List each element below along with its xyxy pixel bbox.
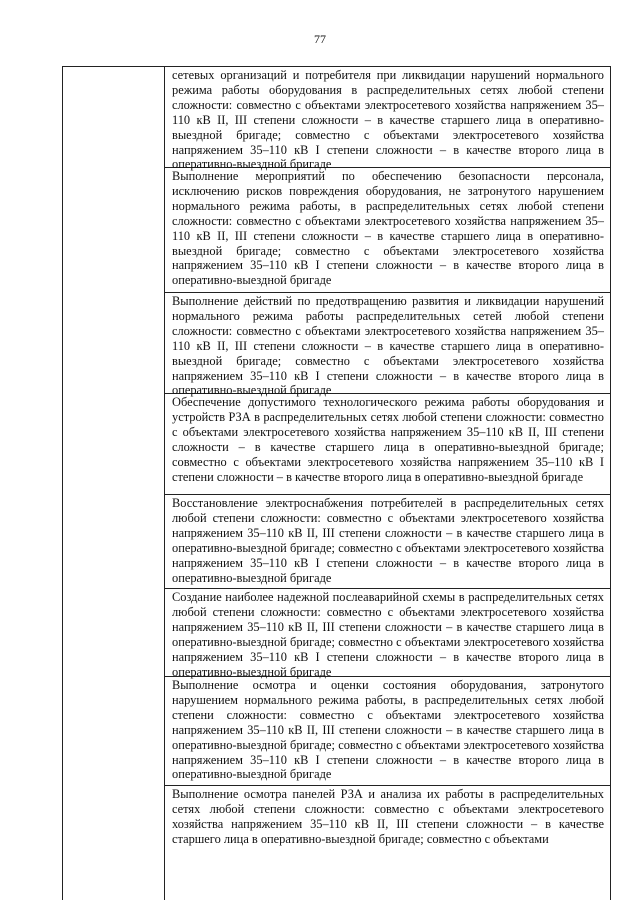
table-cell-action-5: Восстановление электроснабжения потребителей в распределительных сетях любой степени сложности: совместно с объектами электросетевого хозяйства напряжением 35–110 кВ II, III степени сложности – в качестве старшего лица в оперативно-выездной бригаде; совместно с объектами электросетевого хозяйства напряжением 35–110 кВ I степени сложности – в качестве второго лица в оперативно-выездной бригаде bbox=[165, 495, 610, 589]
table-cell-action-3: Выполнение действий по предотвращению развития и ликвидации нарушений нормального режима работы распределительных сетей любой степени сложности: совместно с объектами электросетевого хозяйства напряжением 35–110 кВ II, III степени сложности – в качестве старшего лица в оперативно-выездной бригаде; совместно с объектами электросетевого хозяйства напряжением 35–110 кВ I степени сложности – в качестве второго лица в оперативно-выездной бригаде bbox=[165, 293, 610, 394]
table-cell-action-7: Выполнение осмотра и оценки состояния оборудования, затронутого нарушением нормального режима работы, в распределительных сетях любой степени сложности: совместно с объектами электросетевого хозяйства напряжением 35–110 кВ II, III степени сложности – в качестве старшего лица в оперативно-выездной бригаде; совместно с объектами электросетевого хозяйства напряжением 35–110 кВ I степени сложности – в качестве второго лица в оперативно-выездной бригаде bbox=[165, 677, 610, 786]
page-number: 77 bbox=[314, 32, 326, 46]
actions-column bbox=[165, 67, 610, 868]
labor-functions-table bbox=[62, 66, 611, 900]
table-cell-action-2: Выполнение мероприятий по обеспечению безопасности персонала, исключению рисков повреждения оборудования, не затронутого нарушением нормального режима работы, в распределительных сетях любой степени сложности: совместно с объектами электросетевого хозяйства напряжением 35–110 кВ II, III степени сложности – в качестве старшего лица в оперативно-выездной бригаде; совместно с объектами электросетевого хозяйства напряжением 35–110 кВ I степени сложности – в качестве второго лица в оперативно-выездной бригаде bbox=[165, 168, 610, 293]
table-cell-action-4: Обеспечение допустимого технологического режима работы оборудования и устройств РЗА в распределительных сетях любой степени сложности: совместно с объектами электросетевого хозяйства напряжением 35–110 кВ II, III степени сложности – в качестве старшего лица в оперативно-выездной бригаде; совместно с объектами электросетевого хозяйства напряжением 35–110 кВ I степени сложности – в качестве второго лица в оперативно-выездной бригаде bbox=[165, 394, 610, 495]
table-cell-action-6: Создание наиболее надежной послеаварийной схемы в распределительных сетях любой степени сложности: совместно с объектами электросетевого хозяйства напряжением 35–110 кВ II, III степени сложности – в качестве старшего лица в оперативно-выездной бригаде; совместно с объектами электросетевого хозяйства напряжением 35–110 кВ I степени сложности – в качестве второго лица в оперативно-выездной бригаде bbox=[165, 589, 610, 677]
table-cell-action-8: Выполнение осмотра панелей РЗА и анализа их работы в распределительных сетях любой степени сложности: совместно с объектами электросетевого хозяйства напряжением 35–110 кВ II, III степени сложности – в качестве старшего лица в оперативно-выездной бригаде; совместно с объектами bbox=[172, 787, 604, 846]
table-cell-action-1: сетевых организаций и потребителя при ликвидации нарушений нормального режима работы оборудования в распределительных сетях любой степени сложности: совместно с объектами электросетевого хозяйства напряжением 35–110 кВ II, III степени сложности – в качестве старшего лица в оперативно-выездной бригаде; совместно с объектами электросетевого хозяйства напряжением 35–110 кВ I степени сложности – в качестве второго лица в оперативно-выездной бригаде bbox=[165, 67, 610, 168]
